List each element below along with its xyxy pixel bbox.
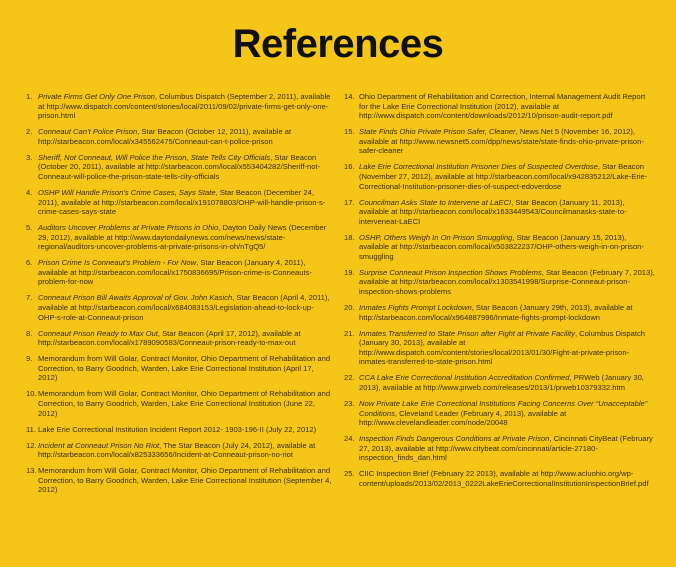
reference-citation: Lake Erie Correctional Institution Incident Report 2012- 1903-196-II (July 22, 2012) <box>38 424 317 434</box>
reference-item <box>344 127 656 156</box>
reference-citation: , Cincinnati CityBeat (February 27, 2013), available at http://www.citybeat.com/cincinnati/article-27180-inspection_finds_dan.html <box>359 434 653 463</box>
reference-number: 25. <box>344 469 355 479</box>
references-column-right <box>344 92 656 495</box>
references-list-left <box>26 92 332 495</box>
reference-title: Incident at Conneaut Prison No Riot <box>38 440 160 450</box>
reference-item <box>26 127 332 146</box>
reference-number: 23. <box>344 398 355 408</box>
reference-item <box>26 92 332 121</box>
reference-number: 17. <box>344 197 355 207</box>
reference-title: Inmates Fights Prompt Lockdown <box>359 303 472 313</box>
reference-number: 7. <box>26 293 33 303</box>
reference-item <box>344 233 656 262</box>
reference-item <box>344 303 656 322</box>
reference-item <box>344 399 656 428</box>
reference-citation: CIIC Inspection Brief (February 22 2013), available at http://www.acluohio.org/wp-content/uploads/2013/02/2013_0222LakeErieCorrectionalInstitutionInspectionBrief.pdf <box>359 469 649 488</box>
reference-title: State Finds Ohio Private Prison Safer, Cleaner <box>359 127 516 137</box>
reference-title: CCA Lake Erie Correctional Institution Accreditation Confirmed <box>359 373 570 383</box>
reference-item <box>344 434 656 463</box>
reference-number: 18. <box>344 232 355 242</box>
reference-citation: , Star Beacon (December 24, 2011), available at http://starbeacon.com/local/x191078803/OHP-will-handle-prison-s-crime-cases-says-state <box>38 187 326 217</box>
reference-title: Sheriff, Not Conneaut, Will Police the Prison, State Tells City Officials <box>38 152 271 162</box>
reference-item <box>26 425 332 435</box>
reference-number: 24. <box>344 434 355 444</box>
reference-number: 12. <box>26 440 37 450</box>
reference-item <box>26 258 332 287</box>
reference-item <box>26 223 332 252</box>
reference-citation: , The Star Beacon (July 24, 2012), available at http://starbeacon.com/local/x825333656/Incident-at-Conneaut-prison-no-riot <box>38 440 316 460</box>
reference-citation: , News Net 5 (November 16, 2012), available at http://www.newsnet5.com/dpp/news/state/state-finds-ohio-private-prison-safer-cleaner <box>359 127 644 156</box>
reference-item <box>344 329 656 367</box>
reference-item <box>26 293 332 322</box>
reference-title: OSHP, Others Weigh In On Prison Smuggling <box>359 232 513 242</box>
reference-citation: Memorandum from Will Golar, Contract Monitor, Ohio Department of Rehabilitation and Correction, to Barry Goodrich, Warden, Lake Erie Correctional Institution (September 4, 2012) <box>38 466 332 495</box>
reference-item <box>344 268 656 297</box>
reference-title: Conneaut Prison Ready to Max Out <box>38 328 158 338</box>
reference-title: Conneaut Can’t Police Prison <box>38 127 138 137</box>
reference-citation: , Columbus Dispatch (September 2, 2011), available at http://www.dispatch.com/content/stories/local/2011/09/02/private-firms-get-only-one-prison.html <box>38 92 331 121</box>
reference-number: 13. <box>26 466 37 476</box>
reference-citation: , Star Beacon (January 29th, 2013), available at http://starbeacon.com/local/x964887996/Inmate-fights-prompt-lockdown <box>359 303 633 322</box>
reference-item <box>26 354 332 383</box>
reference-number: 21. <box>344 328 355 338</box>
reference-citation: , Star Beacon (April 17, 2012), available at http://starbeacon.com/local/x1789090583/Conneaut-prison-ready-to-max-out <box>38 328 301 348</box>
reference-title: Auditors Uncover Problems at Private Prisons in Ohio <box>38 223 219 233</box>
reference-item <box>26 389 332 418</box>
reference-title: Private Firms Get Only One Prison <box>38 92 155 101</box>
reference-title: Inmates Transferred to State Prison after Fight at Private Facility <box>359 328 575 338</box>
reference-citation: , Star Beacon (January 15, 2013), available at http://starbeacon.com/local/x503822237/OHP-others-weigh-in-on-prison-smuggling <box>359 232 644 261</box>
reference-number: 9. <box>26 354 33 364</box>
reference-number: 4. <box>26 187 33 197</box>
references-column-left <box>26 92 332 501</box>
reference-number: 14. <box>344 92 355 101</box>
reference-number: 1. <box>26 92 33 101</box>
references-list-right <box>344 92 656 488</box>
reference-number: 20. <box>344 303 355 313</box>
reference-number: 19. <box>344 267 355 277</box>
reference-citation: , PRWeb (January 30, 2013), available at http://www.prweb.com/releases/2013/1/prweb10379332.htm <box>359 373 644 392</box>
reference-citation: Ohio Department of Rehabilitation and Correction, Internal Management Audit Report for the Lake Erie Correctional Institution (2012), available at http://www.dispatch.com/content/downloads/2012/10/prison-audit-report.pdf <box>359 92 646 121</box>
page-title: References <box>232 22 444 66</box>
reference-citation: Memorandum from Will Golar, Contract Monitor, Ohio Department of Rehabilitation and Correction, to Barry Goodrich, Warden, Lake Erie Correctional Institution (June 22, 2012) <box>38 389 331 418</box>
reference-title: Prison Crime Is Conneaut’s Problem - For Now <box>38 258 197 268</box>
reference-title: Surprise Conneaut Prison Inspection Shows Problems <box>359 267 542 277</box>
reference-item <box>344 198 656 227</box>
reference-number: 2. <box>26 127 33 137</box>
reference-item <box>26 466 332 495</box>
reference-number: 22. <box>344 373 355 383</box>
reference-citation: , Columbus Dispatch (January 30, 2013), available at http://www.dispatch.com/content/stories/local/2013/01/30/Fight-at-private-prison-inmates-transferred-to-state-prison.html <box>359 328 646 367</box>
reference-citation: , Star Beacon (January 4, 2011), available at http://starbeacon.com/local/x1750836695/Prison-crime-is-Conneauts-problem-for-now <box>38 258 312 287</box>
reference-citation: , Star Beacon (January 11, 2013), available at http://starbeacon.com/local/x1633449543/Councilmanasks-state-to-interveneat-LaECI <box>359 197 627 226</box>
reference-citation: , Dayton Daily News (December 29, 2012), available at http://www.daytondailynews.com/news/news/state-regional/auditors-uncover-problems-at-private-prisons-in-oh/nTgQ5/ <box>38 223 327 252</box>
reference-item <box>344 373 656 392</box>
reference-title: Inspection Finds Dangerous Conditions at Private Prison <box>359 434 550 444</box>
reference-item <box>344 162 656 191</box>
reference-citation: , Star Beacon (October 20, 2011), available at http://starbeacon.com/local/x553404282/Sheriff-not-Conneaut-will-police-the-prison-state-tells-city-officials <box>38 152 321 181</box>
reference-number: 6. <box>26 258 33 268</box>
reference-number: 3. <box>26 152 33 162</box>
reference-title: OSHP Will Handle Prison’s Crime Cases, Says State <box>38 187 216 197</box>
reference-item <box>344 92 656 121</box>
reference-citation: , Cleveland Leader (February 4, 2013), available at http://www.clevelandleader.com/node/20048 <box>359 408 567 428</box>
reference-item <box>344 469 656 488</box>
reference-title: Councilman Asks State to Intervene at LaECI <box>359 197 512 207</box>
reference-citation: , Star Beacon (April 4, 2011), available at http://starbeacon.com/local/x684083153/Legislation-ahead-to-lock-up-OHP-s-role-at-Conneaut-prison <box>38 293 330 322</box>
reference-title: Now Private Lake Erie Correctional Institutions Facing Concerns Over “Unacceptable” Conditions <box>359 398 648 418</box>
reference-citation: , Star Beacon (October 12, 2011), available at http://starbeacon.com/local/x345562475/Conneaut-can-t-police-prison <box>38 127 292 146</box>
reference-item <box>26 441 332 460</box>
reference-item <box>26 153 332 182</box>
reference-number: 5. <box>26 223 33 233</box>
reference-number: 16. <box>344 162 355 172</box>
reference-citation: Memorandum from Will Golar, Contract Monitor, Ohio Department of Rehabilitation and Correction, to Barry Goodrich, Warden, Lake Erie Correctional Institution (April 17, 2012) <box>38 354 331 383</box>
reference-item <box>26 329 332 348</box>
reference-number: 10. <box>26 389 37 399</box>
reference-citation: , Star Beacon (February 7, 2013), available at http://starbeacon.com/local/x1303541998/Surprise-Conneaut-prison-inspection-shows-problems <box>359 267 655 297</box>
reference-title: Conneaut Prison Bill Awaits Approval of Gov. John Kasich <box>38 293 233 303</box>
reference-number: 11. <box>26 424 36 434</box>
reference-number: 8. <box>26 328 33 338</box>
reference-citation: , Star Beacon (November 27, 2012), available at http://starbeacon.com/local/x942835212/Lake-Erie-Correctional-Institution-prisoner-dies-of-suspect-edoverdose <box>359 162 648 191</box>
reference-title: Lake Erie Correctional Institution Prisoner Dies of Suspected Overdose <box>359 162 598 172</box>
reference-item <box>26 188 332 217</box>
reference-number: 15. <box>344 127 355 137</box>
